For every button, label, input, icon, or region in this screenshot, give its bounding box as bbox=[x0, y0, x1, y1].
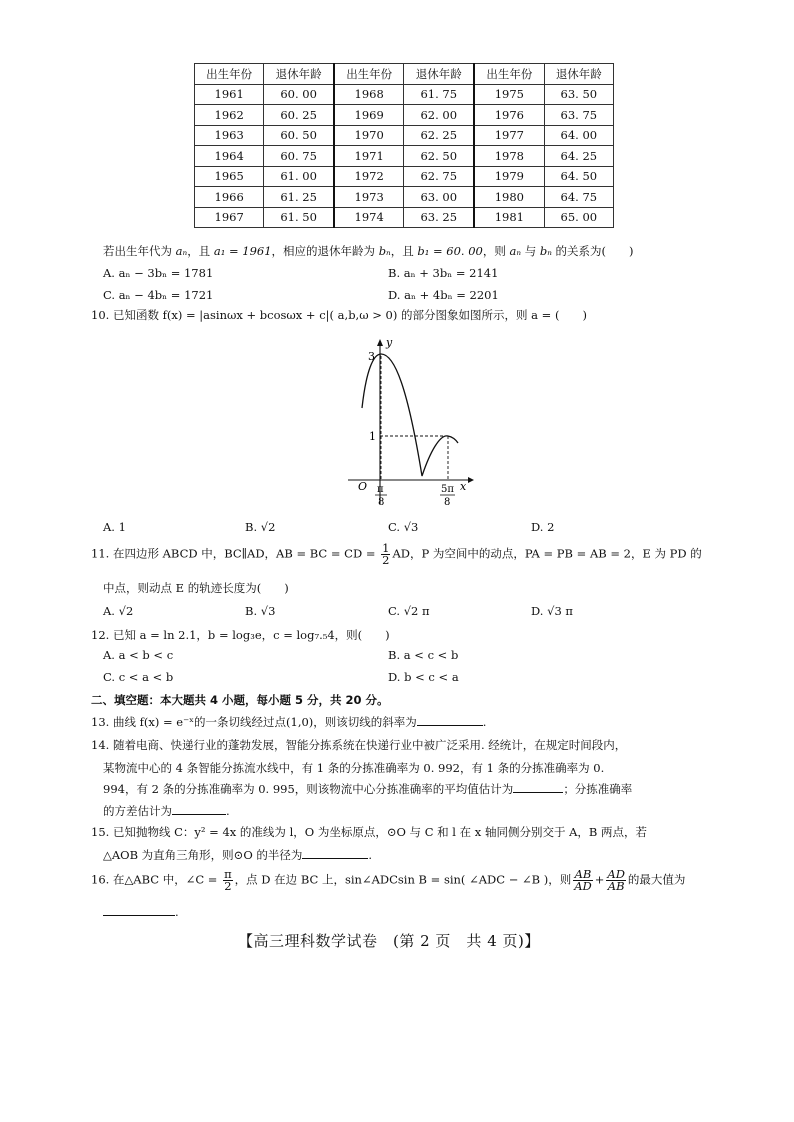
q16-fraction-ad-ab: $\frac{AD}{AB}$ bbox=[607, 867, 625, 893]
table-cell: 62. 00 bbox=[404, 105, 474, 126]
q12-option-c[interactable]: C. c < a < b bbox=[103, 670, 174, 684]
section-2-title: 二、填空题：本大题共 4 小题，每小题 5 分，共 20 分。 bbox=[91, 693, 389, 707]
table-cell: 1981 bbox=[474, 207, 544, 228]
q10-stem: 10. 已知函数 f(x) = |asinωx + bcosωx + c|( a,b,ω > 0) 的部分图象如图所示，则 a = ( ) bbox=[91, 308, 587, 322]
q14-line4: 的方差估计为 . bbox=[103, 804, 230, 818]
table-cell: 64. 00 bbox=[544, 125, 613, 146]
q16-fraction-ab-ad: $\frac{AB}{AD}$ bbox=[574, 867, 592, 893]
table-cell: 62. 25 bbox=[404, 125, 474, 146]
q16-angle-fraction: $\frac{\pi}{2}$ bbox=[224, 867, 232, 893]
table-header-row bbox=[195, 64, 614, 85]
table-cell: 64. 75 bbox=[544, 187, 613, 208]
q15-answer-blank[interactable] bbox=[302, 847, 368, 859]
table-header: 出生年份 bbox=[334, 64, 404, 85]
q11-option-c[interactable]: C. √2 π bbox=[388, 604, 430, 618]
q15-line2: △AOB 为直角三角形，则⊙O 的半径为 . bbox=[103, 848, 373, 862]
q14-variance-blank[interactable] bbox=[172, 803, 226, 815]
table-cell: 1968 bbox=[334, 84, 404, 105]
table-row bbox=[195, 84, 614, 105]
q11-fraction: $\frac{1}{2}$ bbox=[382, 541, 390, 567]
table-row bbox=[195, 207, 614, 228]
table-cell: 63. 25 bbox=[404, 207, 474, 228]
q9-option-c[interactable]: C. aₙ − 4bₙ = 1721 bbox=[103, 288, 214, 302]
table-cell: 63. 75 bbox=[544, 105, 613, 126]
table-cell: 1974 bbox=[334, 207, 404, 228]
retirement-table bbox=[194, 63, 614, 228]
q15-line1: 15. 已知抛物线 C：y² = 4x 的准线为 l，O 为坐标原点，⊙O 与 C 和 l 在 x 轴同侧分别交于 A，B 两点，若 bbox=[91, 825, 648, 839]
q10-option-d[interactable]: D. 2 bbox=[531, 520, 555, 534]
table-header: 出生年份 bbox=[195, 64, 264, 85]
table-header: 出生年份 bbox=[474, 64, 544, 85]
q13-stem: 13. 曲线 f(x) = e⁻ˣ的一条切线经过点(1,0)，则该切线的斜率为 . bbox=[91, 715, 487, 729]
table-cell: 61. 25 bbox=[264, 187, 334, 208]
table-cell: 1962 bbox=[195, 105, 264, 126]
table-cell: 61. 00 bbox=[264, 166, 334, 187]
q11-stem-line1: 11. 在四边形 ABCD 中，BC∥AD，AB = BC = CD = $\frac{1}{2}$ AD，P 为空间中的动点，PA = PB = AB = 2，E 为 PD 的 bbox=[91, 541, 702, 567]
table-row bbox=[195, 125, 614, 146]
x-tick-5pi-num: 5π bbox=[441, 484, 454, 495]
x-tick-pi-num: π bbox=[377, 484, 384, 495]
q14-line3: 994，有 2 条的分拣准确率为 0. 995，则该物流中心分拣准确率的平均值估计为 ；分拣准确率 bbox=[103, 782, 633, 796]
y-axis-label: y bbox=[386, 336, 393, 349]
y-tick-3: 3 bbox=[368, 350, 375, 363]
table-header: 退休年龄 bbox=[264, 64, 334, 85]
table-cell: 64. 50 bbox=[544, 166, 613, 187]
table-cell: 1966 bbox=[195, 187, 264, 208]
origin-label: O bbox=[358, 480, 368, 493]
table-cell: 1967 bbox=[195, 207, 264, 228]
y-axis-arrow-icon bbox=[377, 339, 383, 346]
table-cell: 62. 50 bbox=[404, 146, 474, 167]
q9-option-b[interactable]: B. aₙ + 3bₙ = 2141 bbox=[388, 266, 499, 280]
q14-mean-blank[interactable] bbox=[513, 781, 563, 793]
q9-option-d[interactable]: D. aₙ + 4bₙ = 2201 bbox=[388, 288, 499, 302]
q12-option-d[interactable]: D. b < c < a bbox=[388, 670, 459, 684]
table-cell: 1971 bbox=[334, 146, 404, 167]
q11-stem-line2: 中点，则动点 E 的轨迹长度为( ) bbox=[103, 581, 289, 595]
q10-option-c[interactable]: C. √3 bbox=[388, 520, 419, 534]
table-cell: 1980 bbox=[474, 187, 544, 208]
function-curve bbox=[362, 354, 458, 476]
table-cell: 63. 50 bbox=[544, 84, 613, 105]
q11-option-a[interactable]: A. √2 bbox=[103, 604, 134, 618]
table-cell: 1972 bbox=[334, 166, 404, 187]
table-cell: 1964 bbox=[195, 146, 264, 167]
table-row bbox=[195, 146, 614, 167]
table-cell: 61. 50 bbox=[264, 207, 334, 228]
table-cell: 1976 bbox=[474, 105, 544, 126]
table-cell: 1975 bbox=[474, 84, 544, 105]
table-cell: 1973 bbox=[334, 187, 404, 208]
x-tick-5pi-den: 8 bbox=[444, 497, 451, 508]
table-cell: 1965 bbox=[195, 166, 264, 187]
q11-option-b[interactable]: B. √3 bbox=[245, 604, 276, 618]
table-cell: 60. 50 bbox=[264, 125, 334, 146]
table-cell: 1963 bbox=[195, 125, 264, 146]
q9-option-a[interactable]: A. aₙ − 3bₙ = 1781 bbox=[103, 266, 214, 280]
q16-answer-blank[interactable] bbox=[103, 904, 175, 916]
table-cell: 60. 00 bbox=[264, 84, 334, 105]
q10-function-graph bbox=[340, 330, 480, 510]
table-cell: 1961 bbox=[195, 84, 264, 105]
q11-option-d[interactable]: D. √3 π bbox=[531, 604, 573, 618]
q16-line2: . bbox=[103, 904, 179, 919]
table-header: 退休年龄 bbox=[544, 64, 613, 85]
table-cell: 1979 bbox=[474, 166, 544, 187]
page-footer: 【高三理科数学试卷 (第 2 页 共 4 页)】 bbox=[238, 932, 540, 950]
q16-stem: 16. 在△ABC 中，∠C = $\frac{\pi}{2}$ ，点 D 在边 BC 上，sin∠ADCsin B = sin( ∠ADC − ∠B )，则 $\frac{AB}{AD}$ + $\frac{AD}{AB}$ 的最大值为 bbox=[91, 867, 686, 893]
q12-option-a[interactable]: A. a < b < c bbox=[103, 648, 174, 662]
q13-answer-blank[interactable] bbox=[417, 714, 483, 726]
table-cell: 60. 25 bbox=[264, 105, 334, 126]
table-cell: 1969 bbox=[334, 105, 404, 126]
q10-option-b[interactable]: B. √2 bbox=[245, 520, 276, 534]
x-tick-pi-den: 8 bbox=[378, 497, 385, 508]
q12-stem: 12. 已知 a = ln 2.1，b = log₃e，c = log₇.₅4，则( ) bbox=[91, 628, 390, 642]
table-cell: 60. 75 bbox=[264, 146, 334, 167]
table-cell: 1977 bbox=[474, 125, 544, 146]
q10-option-a[interactable]: A. 1 bbox=[103, 520, 126, 534]
q14-line2: 某物流中心的 4 条智能分拣流水线中，有 1 条的分拣准确率为 0. 992，有 1 条的分拣准确率为 0. bbox=[103, 761, 605, 775]
y-tick-1: 1 bbox=[369, 430, 376, 443]
q9-stem: 若出生年代为 aₙ，且 a₁ = 1961，相应的退休年龄为 bₙ，且 b₁ = 60. 00，则 aₙ 与 bₙ 的关系为( ) bbox=[103, 244, 634, 258]
q14-line1: 14. 随着电商、快递行业的蓬勃发展，智能分拣系统在快递行业中被广泛采用. 经统计，在规定时间段内， bbox=[91, 738, 627, 752]
table-row bbox=[195, 187, 614, 208]
table-cell: 62. 75 bbox=[404, 166, 474, 187]
table-cell: 63. 00 bbox=[404, 187, 474, 208]
x-axis-arrow-icon bbox=[468, 477, 474, 483]
table-row bbox=[195, 105, 614, 126]
table-row bbox=[195, 166, 614, 187]
table-header: 退休年龄 bbox=[404, 64, 474, 85]
table-cell: 61. 75 bbox=[404, 84, 474, 105]
x-axis-label: x bbox=[460, 480, 467, 493]
table-cell: 1978 bbox=[474, 146, 544, 167]
table-cell: 64. 25 bbox=[544, 146, 613, 167]
q12-option-b[interactable]: B. a < c < b bbox=[388, 648, 459, 662]
table-cell: 1970 bbox=[334, 125, 404, 146]
table-cell: 65. 00 bbox=[544, 207, 613, 228]
